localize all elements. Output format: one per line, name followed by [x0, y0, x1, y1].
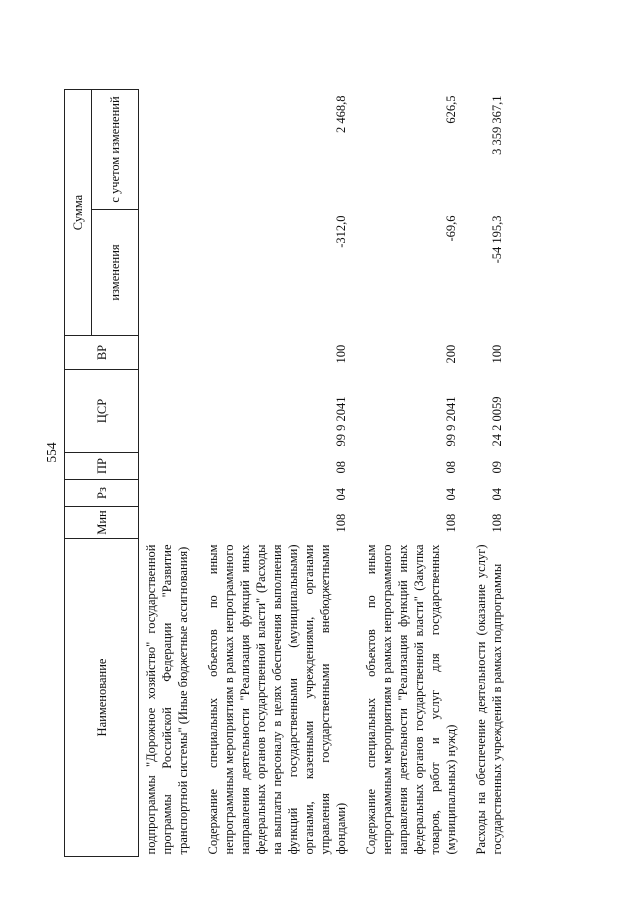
row-rz: 04 [334, 488, 348, 501]
header-vr: ВР [65, 336, 139, 370]
header-with-changes: с учетом изменений [92, 90, 139, 210]
header-csr: ЦСР [65, 370, 139, 453]
table-body [139, 90, 510, 857]
row-csr [139, 370, 196, 453]
row-rz [139, 480, 196, 507]
row-vr [139, 336, 196, 370]
table-row [195, 90, 353, 857]
row-change: -54 195,3 [490, 215, 504, 264]
row-vr: 100 [490, 344, 504, 364]
header-summa: Сумма [65, 90, 92, 336]
row-pr: 09 [490, 461, 504, 474]
row-total: 3 359 367,1 [490, 95, 504, 155]
row-min: 108 [444, 513, 458, 533]
row-name: Содержание специальных объектов по иным непрограммным мероприятиям в рамках непрограммного направления деятельности "Реализация функций иных федеральных органов государственной власти" (Расходы на выплаты персоналу в целях обеспечения выполнения функций государственными (муниципальными) органами, казенными учреждениями, органами управления государственными внебюджетными фондами) [206, 544, 348, 855]
header-min: Мин [65, 507, 139, 539]
row-pr: 08 [334, 461, 348, 474]
row-rz: 04 [444, 488, 458, 501]
row-vr: 100 [334, 344, 348, 364]
row-name: Содержание специальных объектов по иным непрограммным мероприятиям в рамках непрограммного направления деятельности "Реализация функций иных федеральных органов государственной власти" (Закупка товаров, работ и услуг для государственных (муниципальных) нужд) [364, 544, 458, 855]
row-csr: 99 9 2041 [334, 396, 348, 447]
row-pr [139, 453, 196, 480]
table-row [353, 90, 463, 857]
row-total: 2 468,8 [334, 95, 348, 133]
row-change: -69,6 [444, 215, 458, 242]
header-pr: ПР [65, 453, 139, 480]
row-rz: 04 [490, 488, 504, 501]
table-row [139, 90, 196, 857]
row-vr: 200 [444, 344, 458, 364]
row-total [139, 90, 196, 210]
row-min [139, 507, 196, 539]
row-csr: 24 2 0059 [490, 396, 504, 447]
row-pr: 08 [444, 461, 458, 474]
row-total: 626,5 [444, 95, 458, 124]
header-name: Наименование [65, 539, 139, 857]
row-change [139, 210, 196, 336]
row-min: 108 [334, 513, 348, 533]
row-change: -312,0 [334, 215, 348, 248]
table-row [463, 90, 509, 857]
row-name: Расходы на обеспечение деятельности (оказание услуг) государственных учреждений в рамках подпрограммы [474, 544, 504, 855]
row-min: 108 [490, 513, 504, 533]
page-number: 554 [44, 442, 59, 463]
budget-table [64, 89, 509, 857]
header-rz: Рз [65, 480, 139, 507]
row-name: подпрограммы "Дорожное хозяйство" государственной программы Российской Федерации "Развитие транспортной системы" (Иные бюджетные ассигнования) [144, 544, 190, 855]
row-csr: 99 9 2041 [444, 396, 458, 447]
table-header [65, 90, 139, 857]
header-changes: изменения [92, 210, 139, 336]
